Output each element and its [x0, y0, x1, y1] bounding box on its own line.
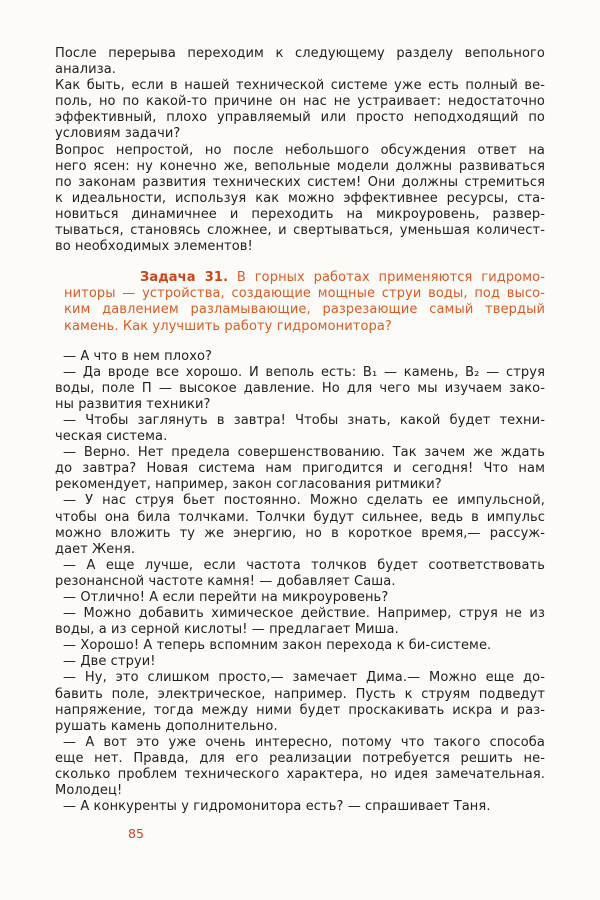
dialogue-paragraph	[55, 799, 545, 815]
text-line: поль, но по какой-то причине он нас не устраивает: недостаточно	[55, 94, 545, 110]
text-line: — Можно добавить химическое действие. Например, струя не из	[63, 606, 545, 622]
text-line: напряжение, тогда между ними будет проскакивать искра и раз-	[55, 702, 545, 718]
text-line: — А вот это уже очень интересно, потому что такого способа	[63, 734, 545, 750]
text-line: воды, а из серной кислоты! — предлагает Миша.	[55, 622, 399, 638]
text-line: ческая система.	[55, 429, 168, 445]
text-line: После перерыва переходим к следующему разделу вепольного	[55, 46, 545, 61]
dialogue-paragraph	[55, 413, 545, 445]
dialogue-paragraph	[55, 493, 545, 557]
text-line: до завтра? Новая система нам пригодится и сегодня! Что нам	[55, 461, 545, 477]
text-line: резонансной частоте камня! — добавляет Саша.	[55, 573, 396, 589]
text-line: тываться, становясь сложнее, и свертываться, уменьшая количест-	[55, 223, 545, 239]
dialogue-paragraph	[55, 349, 545, 365]
text-line: дает Женя.	[55, 541, 136, 557]
text-line: эффективный, плохо управляемый или просто неподходящий по	[55, 110, 545, 126]
text-line: — Да вроде все хорошо. И веполь есть: В₁ — камень, В₂ — струя	[63, 364, 545, 380]
text-line: к идеальности, используя как можно эффективнее ресурсы, ста-	[55, 190, 545, 206]
dialogue-paragraph	[55, 606, 545, 638]
body-paragraph	[55, 46, 545, 78]
text-line: — У нас струя бьет постоянно. Можно сделать ее импульсной,	[63, 493, 545, 509]
dialogue-paragraph	[55, 445, 545, 493]
text-line: — Хорошо! А теперь вспомним закон перехода к би-системе.	[63, 638, 492, 654]
text-line: по законам развития технических систем! Они должны стремиться	[55, 174, 545, 190]
text-line: новиться динамичнее и переходить на микроуровень, развер-	[55, 206, 545, 222]
text-line: ниторы — устройства, создающие мощные струи воды, под высо-	[64, 286, 545, 302]
dialogue-paragraph	[55, 590, 545, 606]
text-line: камень. Как улучшить работу гидромонитора?	[64, 318, 392, 334]
text-line: Вопрос непростой, но после небольшого обсуждения ответ на	[55, 142, 545, 158]
text-line: сколько проблем технического характера, но идея замечательная.	[55, 767, 545, 783]
text-line: — А конкуренты у гидромонитора есть? — спрашивает Таня.	[63, 799, 491, 815]
text-line: можно вложить ту же энергию, но в короткое время,— рассуж-	[55, 525, 545, 541]
task-paragraph	[55, 270, 545, 334]
text-line: — Ну, это слишком просто,— замечает Дима.— Можно еще до-	[63, 670, 545, 686]
text-line: него ясен: ну конечно же, вепольные модели должны развиваться	[55, 158, 545, 174]
text-line: воды, поле П — высокое давление. Но для чего мы изучаем зако-	[55, 380, 545, 396]
dialogue-paragraph	[55, 638, 545, 654]
page-text-column	[55, 46, 545, 815]
text-line: бавить поле, электрическое, например. Пусть к струям подведут	[55, 686, 545, 702]
text-line: — Две струи!	[63, 654, 156, 670]
task-number-label: Задача 31.	[140, 270, 229, 286]
text-line: Молодец!	[55, 783, 123, 799]
body-paragraph	[55, 143, 545, 256]
text-line: — А еще лучше, если частота толчков будет соответствовать	[63, 557, 545, 573]
text-line: Как быть, если в нашей технической системе уже есть полный ве-	[55, 78, 545, 94]
text-line: рушать камень дополнительно.	[55, 718, 278, 734]
dialogue-paragraph	[55, 670, 545, 734]
text-line: ны развития техники?	[55, 396, 211, 412]
dialogue-paragraph	[55, 365, 545, 413]
text-line: условиям задачи?	[55, 126, 181, 142]
dialogue-paragraph	[55, 558, 545, 590]
dialogue-paragraph	[55, 735, 545, 799]
text-line: — Чтобы заглянуть в завтра! Чтобы знать, какой будет техни-	[63, 412, 545, 428]
text-line: еще нет. Правда, для его реализации потребуется решить не-	[55, 750, 545, 766]
text-line: анализа.	[55, 62, 117, 78]
text-line: Задача 31. В горных работах применяются гидромо-	[140, 270, 545, 286]
text-line: — А что в нем плохо?	[63, 348, 213, 364]
text-line: — Верно. Нет предела совершенствованию. Так зачем же ждать	[63, 445, 545, 461]
text-line: — Отлично! А если перейти на микроуровень?	[63, 590, 389, 605]
dialogue-paragraph	[55, 654, 545, 670]
text-line: чтобы она била толчками. Толчки будут сильнее, ведь в импульс	[55, 509, 545, 525]
text-line: ким давлением разламывающие, разрезающие самый твердый	[64, 302, 545, 318]
body-paragraph	[55, 78, 545, 142]
text-line: рекомендует, например, закон согласования ритмики?	[55, 477, 442, 493]
page-number: 85	[128, 826, 144, 841]
text-line: во необходимых элементов!	[55, 239, 253, 255]
